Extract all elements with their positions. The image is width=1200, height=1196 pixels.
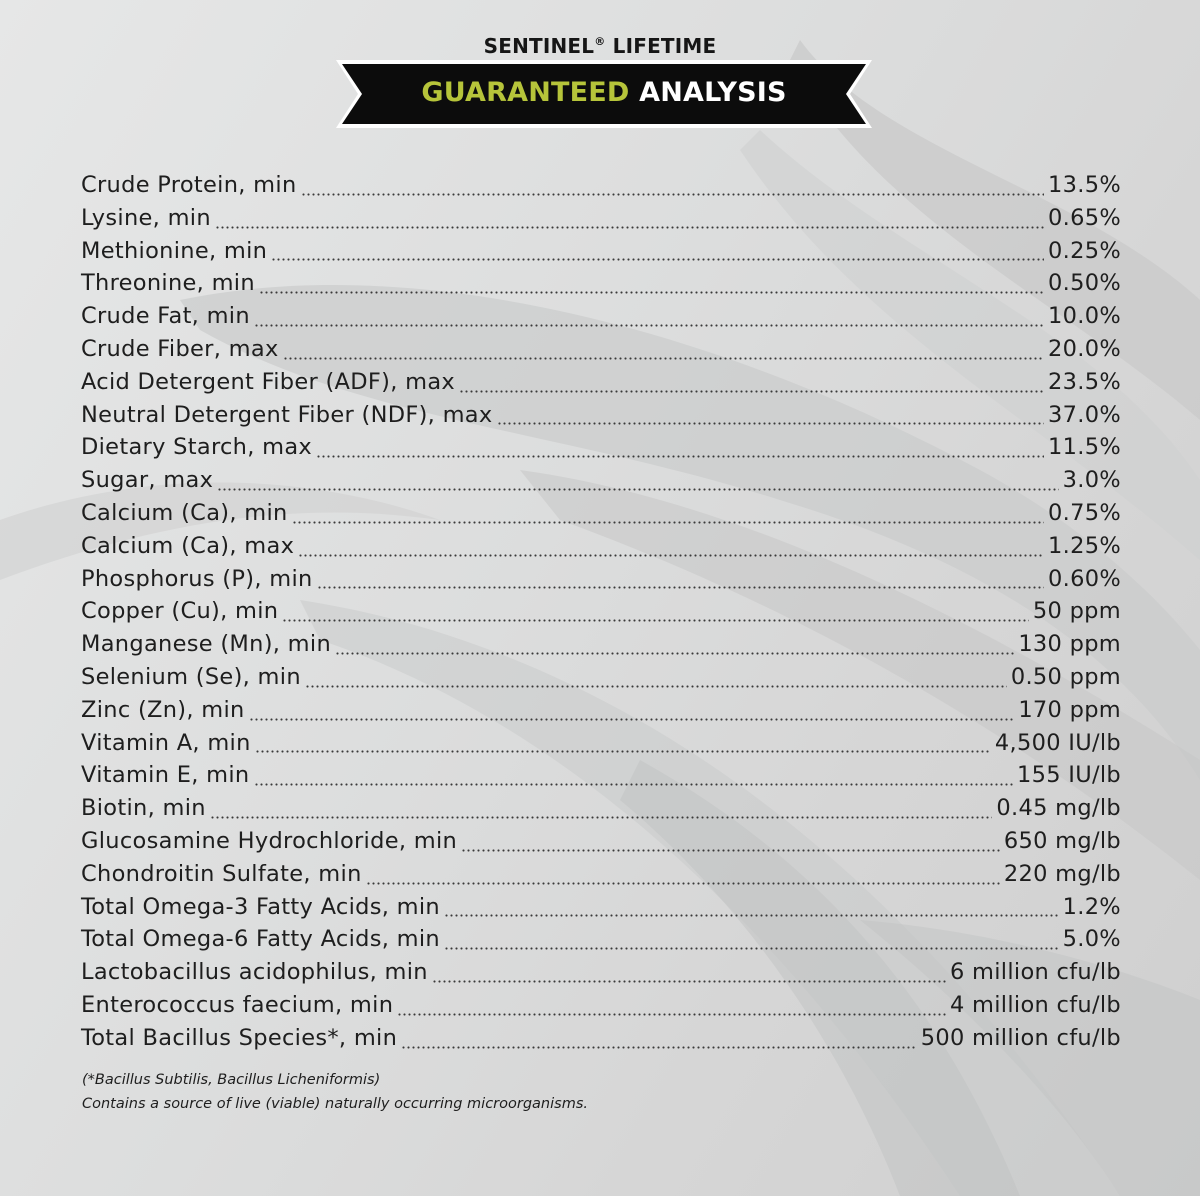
nutrient-value: 155 IU/lb (1016, 762, 1121, 789)
dot-leader (444, 914, 1059, 917)
dot-leader (335, 652, 1014, 655)
dot-leader (305, 685, 1007, 688)
analysis-row (81, 566, 1121, 599)
analysis-row (81, 926, 1121, 959)
analysis-row (81, 533, 1121, 566)
nutrient-name: Selenium (Se), min (81, 663, 301, 690)
analysis-row (81, 664, 1121, 697)
dot-leader (397, 1013, 946, 1016)
brand-name: SENTINEL (483, 34, 595, 58)
nutrient-name: Manganese (Mn), min (81, 631, 332, 658)
dot-leader (271, 258, 1044, 261)
nutrient-name: Threonine, min (81, 270, 255, 297)
dot-leader (292, 521, 1044, 524)
analysis-row (81, 861, 1121, 894)
nutrient-value: 3.0% (1062, 467, 1121, 494)
nutrient-name: Acid Detergent Fiber (ADF), max (81, 368, 456, 395)
dot-leader (282, 619, 1029, 622)
analysis-row (81, 598, 1121, 631)
nutrient-name: Crude Protein, min (81, 172, 297, 198)
analysis-row (81, 795, 1121, 828)
product-name (0, 34, 1200, 58)
nutrient-name: Vitamin A, min (81, 729, 251, 756)
nutrient-value: 0.65% (1048, 204, 1121, 231)
nutrient-name: Calcium (Ca), min (81, 499, 288, 526)
analysis-row (81, 697, 1121, 730)
dot-leader (283, 357, 1044, 360)
registered-mark: ® (594, 35, 606, 48)
analysis-row (81, 336, 1121, 369)
analysis-row (81, 730, 1121, 763)
analysis-row (81, 828, 1121, 861)
nutrient-name: Lysine, min (81, 204, 211, 231)
analysis-row (81, 172, 1121, 205)
analysis-row (81, 992, 1121, 1025)
nutrient-value: 0.60% (1048, 565, 1121, 592)
analysis-row (81, 270, 1121, 303)
dot-leader (497, 422, 1045, 425)
analysis-table (81, 172, 1121, 1058)
live-microorganisms-note: Contains a source of live (viable) naturally occurring microorganisms. (82, 1096, 588, 1112)
dot-leader (298, 554, 1044, 557)
analysis-row (81, 369, 1121, 402)
nutrient-value: 0.25% (1048, 237, 1121, 264)
banner-title (336, 77, 872, 108)
nutrient-name: Biotin, min (81, 795, 206, 822)
dot-leader (210, 816, 993, 819)
dot-leader (255, 750, 991, 753)
analysis-row (81, 467, 1121, 500)
nutrient-value: 220 mg/lb (1003, 860, 1121, 887)
bacillus-species-note: (*Bacillus Subtilis, Bacillus Licheniformis) (82, 1072, 381, 1088)
nutrient-name: Zinc (Zn), min (81, 696, 245, 723)
nutrient-value: 1.25% (1048, 532, 1121, 559)
dot-leader (259, 291, 1044, 294)
footnotes (82, 1068, 588, 1116)
dot-leader (217, 488, 1058, 491)
dot-leader (254, 324, 1044, 327)
nutrient-value: 0.50% (1048, 270, 1121, 297)
analysis-row (81, 1025, 1121, 1058)
nutrient-name: Crude Fiber, max (81, 335, 279, 362)
nutrient-name: Phosphorus (P), min (81, 565, 313, 592)
nutrient-value: 20.0% (1048, 335, 1121, 362)
nutrient-value: 650 mg/lb (1003, 827, 1121, 854)
guaranteed-analysis-banner (336, 60, 872, 128)
nutrient-name: Enterococcus faecium, min (81, 991, 394, 1018)
nutrient-name: Total Omega-3 Fatty Acids, min (81, 893, 440, 920)
analysis-row (81, 894, 1121, 927)
nutrient-name: Vitamin E, min (81, 762, 250, 789)
analysis-row (81, 303, 1121, 336)
nutrient-name: Calcium (Ca), max (81, 532, 295, 559)
nutrient-value: 0.45 mg/lb (996, 795, 1121, 822)
nutrient-value: 500 million cfu/lb (920, 1024, 1121, 1051)
nutrient-value: 4 million cfu/lb (949, 991, 1121, 1018)
nutrient-value: 0.50 ppm (1010, 663, 1121, 690)
analysis-row (81, 762, 1121, 795)
nutrient-name: Sugar, max (81, 467, 214, 494)
nutrient-name: Neutral Detergent Fiber (NDF), max (81, 401, 493, 428)
nutrient-value: 170 ppm (1018, 696, 1121, 723)
banner-title-rest: ANALYSIS (639, 77, 787, 108)
dot-leader (366, 882, 1000, 885)
nutrient-value: 6 million cfu/lb (949, 959, 1121, 986)
dot-leader (254, 783, 1013, 786)
nutrient-value: 4,500 IU/lb (994, 729, 1121, 756)
nutrient-name: Total Bacillus Species*, min (81, 1024, 398, 1051)
analysis-row (81, 205, 1121, 238)
nutrient-value: 10.0% (1048, 303, 1121, 330)
nutrient-name: Crude Fat, min (81, 303, 250, 330)
dot-leader (317, 586, 1044, 589)
analysis-row (81, 402, 1121, 435)
analysis-row (81, 434, 1121, 467)
nutrient-name: Total Omega-6 Fatty Acids, min (81, 926, 440, 953)
dot-leader (215, 226, 1044, 229)
nutrient-value: 130 ppm (1018, 631, 1121, 658)
dot-leader (249, 718, 1015, 721)
nutrient-value: 13.5% (1048, 172, 1121, 198)
banner-title-accent: GUARANTEED (421, 77, 630, 108)
dot-leader (401, 1046, 917, 1049)
dot-leader (316, 455, 1044, 458)
brand-suffix: LIFETIME (612, 34, 717, 58)
nutrient-value: 50 ppm (1032, 598, 1121, 625)
dot-leader (444, 947, 1059, 950)
dot-leader (432, 980, 946, 983)
dot-leader (301, 193, 1045, 196)
nutrient-value: 1.2% (1062, 893, 1121, 920)
dot-leader (459, 390, 1044, 393)
nutrient-value: 11.5% (1048, 434, 1121, 461)
nutrient-name: Glucosamine Hydrochloride, min (81, 827, 458, 854)
analysis-row (81, 959, 1121, 992)
nutrient-value: 5.0% (1062, 926, 1121, 953)
nutrient-name: Chondroitin Sulfate, min (81, 860, 362, 887)
nutrient-name: Copper (Cu), min (81, 598, 279, 625)
nutrient-name: Methionine, min (81, 237, 268, 264)
nutrient-name: Lactobacillus acidophilus, min (81, 959, 428, 986)
nutrient-value: 37.0% (1048, 401, 1121, 428)
nutrient-name: Dietary Starch, max (81, 434, 313, 461)
dot-leader (461, 849, 1000, 852)
nutrient-value: 0.75% (1048, 499, 1121, 526)
analysis-row (81, 631, 1121, 664)
analysis-row (81, 500, 1121, 533)
analysis-row (81, 238, 1121, 271)
nutrient-value: 23.5% (1048, 368, 1121, 395)
